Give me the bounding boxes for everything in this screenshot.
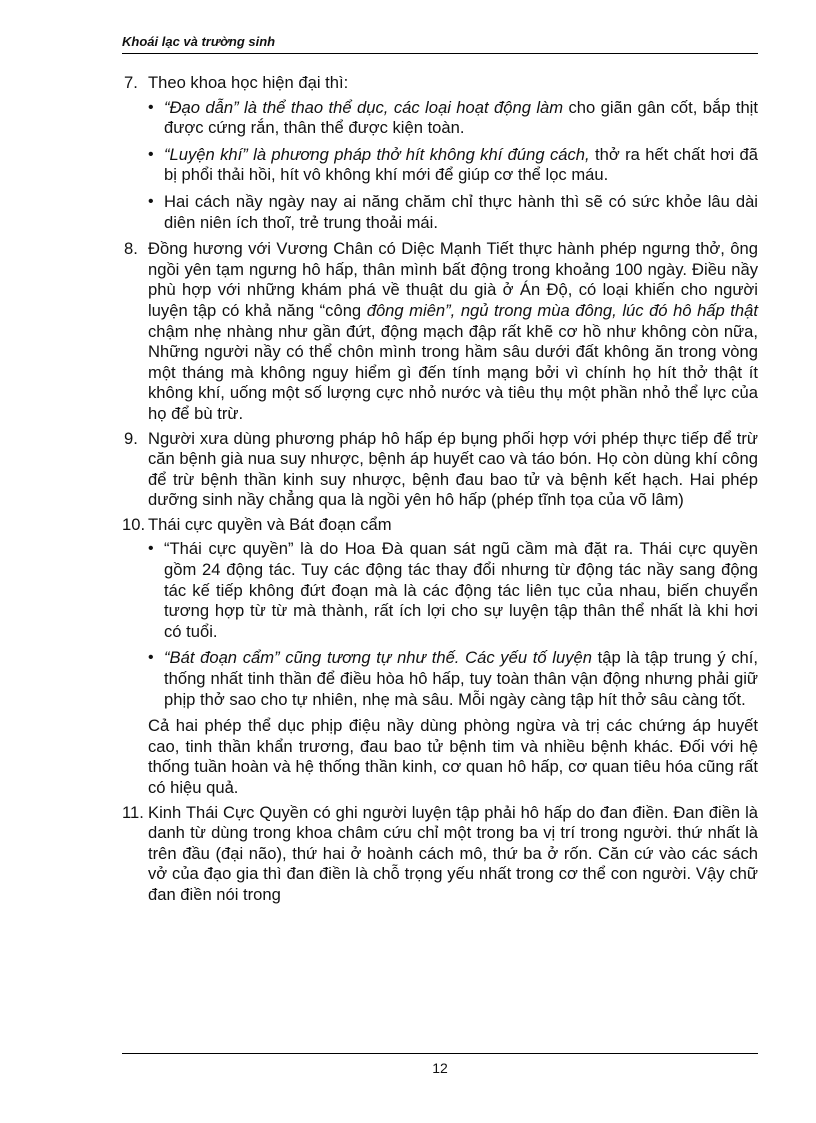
item-number: 7. <box>124 73 138 92</box>
bullet-text: “Thái cực quyền” là do Hoa Đà quan sát ngũ cầm mà đặt ra. Thái cực quyền gồm 24 động tác. Tuy các động tác thay đổi nhưng từ động tác nầy sang động tác kế tiếp không đứt đoạn mà là các động tác liên tục của nhau, biến chuyển tương hợp từ từ mà thành, rất ích lợi cho sự luyện tập thân thể nhất là khi hơi có tuổi. <box>164 539 758 641</box>
paragraph-text: Người xưa dùng phương pháp hô hấp ép bụng phối hợp với phép thực tiếp để trừ căn bệnh già nua suy nhược, bệnh áp huyết cao và táo bón. Họ còn dùng khí công để trừ bệnh thần kinh suy nhược, bệnh đau bao tử và bệnh kết hạch. Hai phép dưỡng sinh nầy chẳng qua là ngồi yên hô hấp (phép tĩnh tọa của võ lâm) <box>148 428 758 510</box>
bullet-list <box>148 98 758 234</box>
emphasis-text: “Luyện khí” là phương pháp thở hít không khí đúng cách, <box>164 144 590 164</box>
item-number: 9. <box>124 428 138 448</box>
item-title: Theo khoa học hiện đại thì: <box>148 73 349 92</box>
bullet-text: tập là tập trung ý chí, thống nhất tinh thần để điều hòa hô hấp, tuy toàn thân vận động nhưng phải giữ phịp thở sao cho tự nhiên, nhẹ mà sâu. Mỗi ngày càng tập hít thở sâu càng tốt. <box>164 648 758 709</box>
bullet-item <box>148 648 758 710</box>
bullet-item <box>148 539 758 642</box>
paragraph-text: chậm nhẹ nhàng như gần đứt, động mạch đập rất khẽ cơ hồ như không còn nữa, Những người nầy có thể chôn mình trong hầm sâu dưới đất không ăn trong vòng một tháng mà không nguy hiểm gì đến tính mạng bởi vì chính họ hít thở thật ít không khí, uống một số lượng cực nhỏ nước và tiêu thụ một phần nhỏ thể lực của họ để bù trừ. <box>148 321 758 423</box>
bullet-text: Hai cách nầy ngày nay ai năng chăm chỉ thực hành thì sẽ có sức khỏe lâu dài diên niên ích thoĩ, trẻ trung thoải mái. <box>164 191 758 232</box>
paragraph-text: Cả hai phép thể dục phịp điệu nầy dùng phòng ngừa và trị các chứng áp huyết cao, tinh thần khẩn trương, đau bao tử bệnh tim và nhiều bệnh khác. Đối với hệ thống tuần hoàn và hệ thống thần kinh, cơ quan hô hấp, cơ quan tiêu hóa cũng rất có hiệu quả. <box>148 716 758 797</box>
bullet-item <box>148 192 758 233</box>
list-item-10 <box>122 515 758 799</box>
header-title: Khoái lạc và trường sinh <box>122 34 276 49</box>
emphasis-text: đông miên”, ngủ trong mùa đông, lúc đó hô hấp thật <box>366 300 758 320</box>
bullet-item <box>148 145 758 186</box>
item-number: 11. <box>122 802 144 822</box>
item-number: 10. <box>122 514 146 534</box>
emphasis-text: “Bát đoạn cẩm” cũng tương tự như thế. Các yếu tố luyện <box>164 648 592 668</box>
emphasis-text: “Đạo dẫn” là thể thao thể dục, các loại hoạt động làm <box>164 97 564 117</box>
list-item-7 <box>122 73 758 233</box>
paragraph-text: Kinh Thái Cực Quyền có ghi người luyện tập phải hô hấp do đan điền. Đan điền là danh từ dùng trong khoa châm cứu chỉ một trong ba vị trí trong người. thứ nhất là trên đầu (đại não), thứ hai ở hoành cách mô, thứ ba ở rốn. Căn cứ vào các sách vở của đạo gia thì đan điền là chỗ trọng yếu nhất trong cơ thể con người. Vậy chữ đan điền nói trong <box>148 802 758 904</box>
bullet-list <box>148 539 758 710</box>
bullet-item <box>148 98 758 139</box>
list-item-8 <box>122 239 758 424</box>
running-header <box>122 33 758 54</box>
bullet-text: cho giãn gân cốt, bắp thịt được cứng rắn, thân thể được kiện toàn. <box>164 97 758 138</box>
page-number: 12 <box>432 1060 448 1076</box>
item-title: Thái cực quyền và Bát đoạn cẩm <box>148 514 392 534</box>
page-body <box>122 73 758 910</box>
list-item-11 <box>122 803 758 906</box>
list-item-9 <box>122 429 758 511</box>
bullet-text: thở ra hết chất hơi đã bị phổi thải hồi, hít vô không khí mới để giúp cơ thể lọc máu. <box>164 144 758 185</box>
paragraph-text: Đồng hương với Vương Chân có Diệc Mạnh Tiết thực hành phép ngưng thở, ông ngồi yên tạm ngưng hô hấp, thân mình bất động trong khoảng 100 ngày. Điều nầy phù hợp với những khám phá về thuật du già ở Án Độ, có loại khiến cho người luyện tập có khả năng “công <box>148 239 758 320</box>
page-footer <box>122 1053 758 1076</box>
item-number: 8. <box>124 239 138 259</box>
